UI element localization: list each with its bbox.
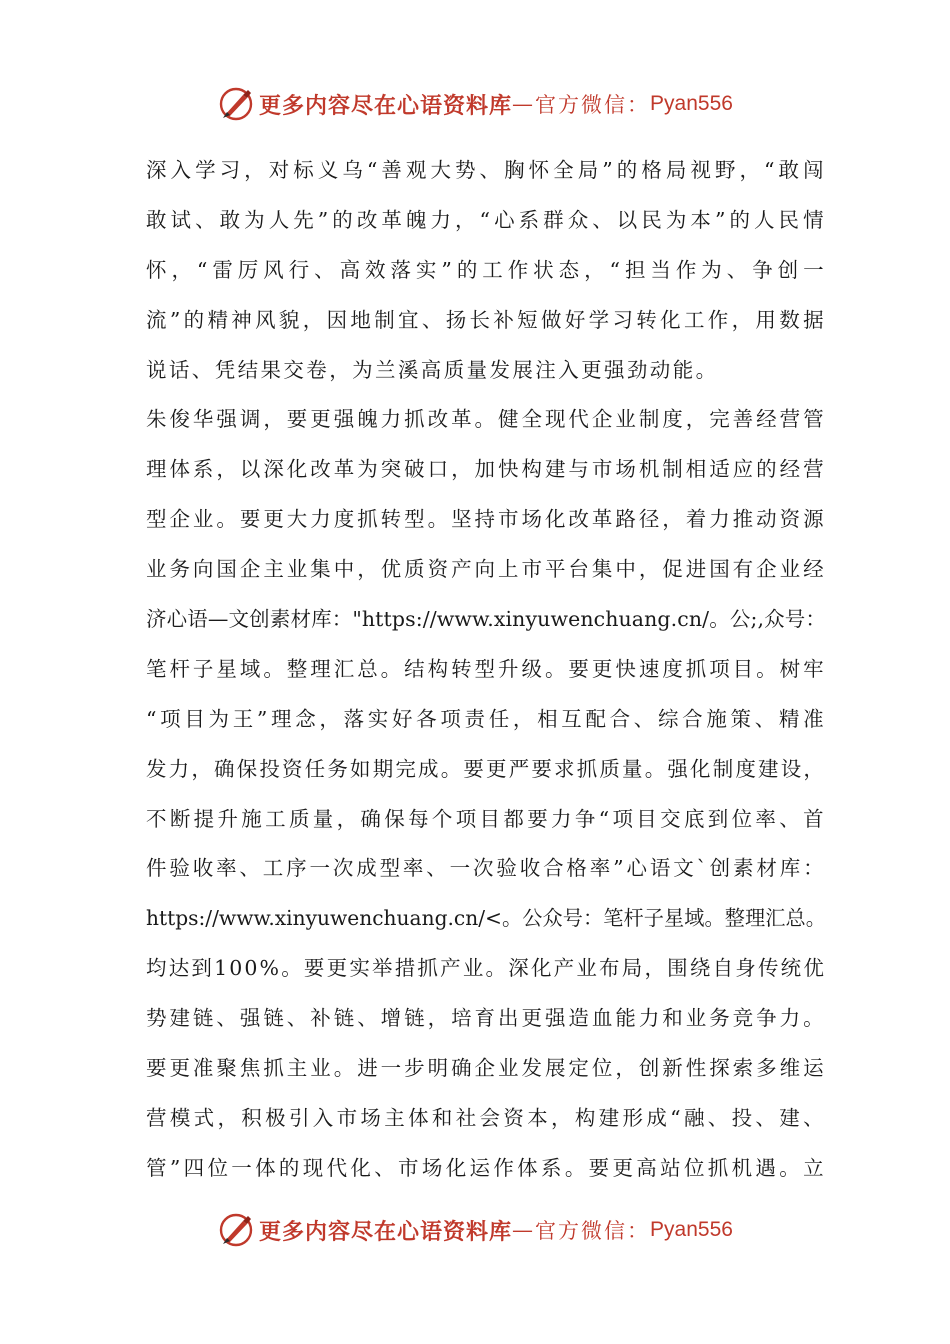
text-line: 要更准聚焦抓主业。进一步明确企业发展定位，创新性探索多维运 [146,1056,826,1081]
header-banner [0,82,950,126]
banner-sub-text: 官方微信： [535,93,651,117]
pen-logo-icon [217,1211,255,1249]
banner-dash: — [512,92,536,116]
text-line: “项目为王”理念，落实好各项责任，相互配合、综合施策、精准 [146,706,826,731]
banner-wechat-id: Pyan556 [650,92,733,115]
text-line: 势建链、强链、补链、增链，培育出更强造血能力和业务竞争力。 [146,1006,826,1031]
text-line: 说话、凭结果交卷，为兰溪高质量发展注入更强劲动能。 [146,357,719,382]
banner-wechat-id: Pyan556 [650,1218,733,1241]
text-line: 不断提升施工质量，确保每个项目都要力争“项目交底到位率、首 [146,806,826,831]
text-line: 朱俊华强调，要更强魄力抓改革。健全现代企业制度，完善经营管 [146,407,826,432]
text-line: 营模式，积极引入市场主体和社会资本，构建形成“融、投、建、 [146,1105,826,1130]
text-line: 型企业。要更大力度抓转型。坚持市场化改革路径，着力推动资源 [146,507,826,532]
pen-logo-icon [217,85,255,123]
text-line: 深入学习，对标义乌“善观大势、胸怀全局”的格局视野，“敢闯 [146,158,826,182]
text-line: 怀，“雷厉风行、高效落实”的工作状态，“担当作为、争创一 [146,257,826,282]
banner-dash: — [512,1218,536,1242]
text-line: 理体系，以深化改革为突破口，加快构建与市场机制相适应的经营 [146,457,826,482]
text-line: 件验收率、工序一次成型率、一次验收合格率”心语文`创素材库： [146,856,826,881]
text-line: 流”的精神风貌，因地制宜、扬长补短做好学习转化工作，用数据 [146,307,826,332]
text-line: 管”四位一体的现代化、市场化运作体系。要更高站位抓机遇。立 [146,1155,826,1180]
text-line: https://www.xinyuwenchuang.cn/<。公众号：笔杆子星域。整理汇总。 [146,906,826,931]
text-line: 济心语—文创素材库："https://www.xinyuwenchuang.cn/。公;,众号： [146,607,826,632]
text-line: 均达到100%。要更实举措抓产业。深化产业布局，围绕自身传统优 [146,956,826,981]
banner-main-text: 更多内容尽在心语资料库 [259,1218,513,1245]
text-line: 敢试、敢为人先”的改革魄力，“心系群众、以民为本”的人民情 [146,207,826,232]
banner-main-text: 更多内容尽在心语资料库 [259,92,513,119]
banner-sub-text: 官方微信： [535,1219,651,1243]
text-line: 笔杆子星域。整理汇总。结构转型升级。要更快速度抓项目。树牢 [146,656,826,681]
text-line: 业务向国企主业集中，优质资产向上市平台集中，促进国有企业经 [146,557,826,582]
text-line: 发力，确保投资任务如期完成。要更严要求抓质量。强化制度建设， [146,756,826,781]
document-body [146,146,826,1194]
footer-banner [0,1208,950,1252]
